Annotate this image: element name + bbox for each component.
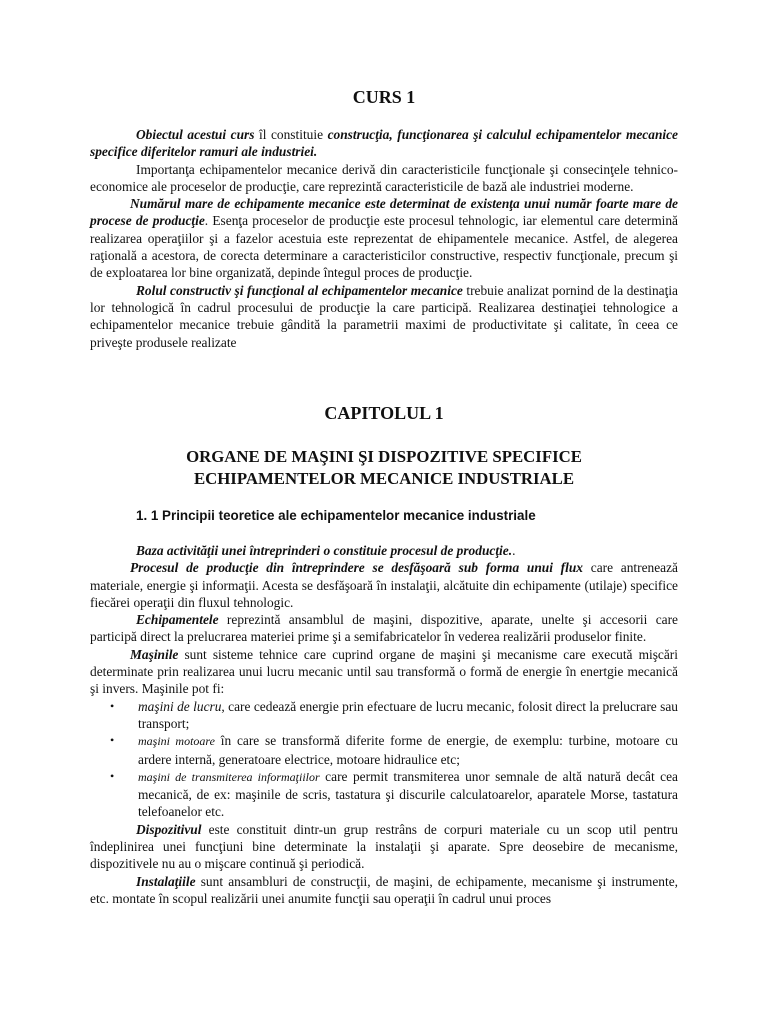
list-item-text: în care se transformă diferite forme de energie, de exemplu: turbine, motoare cu ardere internă, generatoare electrice, motoare hidraulice etc; [138,733,678,767]
body-emphasis-3: Echipamentele [136,612,219,628]
chapter-title-line-2: ECHIPAMENTELOR MECANICE INDUSTRIALE [193,469,575,488]
intro-text-1: îl constituie [254,127,328,142]
list-item [90,732,678,768]
bullet-icon: • [110,733,115,748]
body-emphasis-4: Maşinile [130,646,179,662]
body-emphasis-1: Baza activităţii unei întreprinderi o constituie procesul de producţie. [136,543,513,558]
intro-text-4: trebuie analizat pornind de la destinaţia lor tehnologică în cadrul procesului de producţie la care participă. Realizarea destinaţiei tehnologice a echipamentelor mecanice trebuie gândită la parametrii maximi de productivitate şi calitate, în ceea ce priveşte produsele realizate [90,282,679,350]
body-section [90,542,678,907]
bullet-icon: • [110,698,115,713]
intro-text-3: . Esenţa proceselor de producţie este procesul tehnologic, iar elementul care determină realizarea operaţiilor şi a fazelor acestuia este reprezentat de ehipamentele mecanice. Astfel, de alegerea raţională a acestora, de corecta determinare a caracteristicilor constructive, respectiv funcţionale, precum şi de exploatarea lor bine organizată, depinde întegul proces de producţie. [90,213,678,281]
machine-types-list [90,698,678,821]
intro-emphasis-4: Rolul constructiv şi funcţional al echipamentelor mecanice [136,282,463,298]
course-title: CURS 1 [352,87,416,107]
intro-paragraph-2: Importanţa echipamentelor mecanice derivă din caracteristicile funcţionale şi consecinţele tehnico-economice ale proceselor de producţie, care reprezintă caracteristicile de bază ale industriei moderne. [90,161,678,194]
body-text-3: reprezintă ansamblul de maşini, dispozitive, aparate, unelte şi accesorii care participă direct la prelucrarea materiei prime şi a semifabricatelor în vederea realizării produselor finite. [90,612,678,645]
body-text-4: sunt sisteme tehnice care cuprind organe de maşini şi mecanisme care execută mişcări determinate prin realizarea unui lucru mecanic until sau transformă o formă de energie în enertgie mecanică şi invers. Maşinile pot fi: [90,646,678,697]
body-text-6: sunt ansambluri de construcţii, de maşini, de echipamente, mecanisme şi instrumente, etc. montate în scopul realizării unei anumite funcţii sau operaţii în cadrul unui proces [90,873,678,906]
body-paragraph-6 [90,873,678,908]
chapter-label: CAPITOLUL 1 [324,403,444,423]
body-text-5: este constituit dintr-un grup restrâns de corpuri materiale cu un scop util pentru îndeplinirea unei funcţiuni bine determinate la instalaţii şi aparate. Spre deosebire de mecanisme, dispozitivele nu au o mişcare continuă şi periodică. [90,821,678,872]
list-item-text: care permit transmiterea unor semnale de altă natură decât cea mecanică, de ex: maşinile de scris, tastatura şi discurile calculatoarelor, aparatele Morse, tastatura telefoanelor etc. [138,768,679,820]
body-paragraph-1 [90,542,678,559]
body-paragraph-3 [90,611,678,646]
bullet-icon: • [110,768,115,783]
intro-emphasis-2: construcţia, funcţionarea şi calculul echipamentelor mecanice specifice diferitelor ramuri ale industriei. [90,127,678,160]
list-item [90,768,678,821]
body-emphasis-6: Instalaţiile [136,873,196,889]
body-paragraph-2 [90,559,678,611]
list-item-text: , care cedează energie prin efectuare de lucru mecanic, folosit direct la prelucrare sau transport; [138,698,678,731]
intro-emphasis-3: Numărul mare de echipamente mecanice este determinat de existenţa unui număr foarte mare de procese de producţie [90,196,678,229]
body-emphasis-2: Procesul de producţie din întreprindere se desfăşoară sub forma unui flux [130,560,584,576]
section-heading: 1. 1 Principii teoretice ale echipamentelor mecanice industriale [136,508,536,523]
document-page [90,0,678,1024]
body-emphasis-5: Dispozitivul [136,821,202,837]
body-text-2: care antrenează materiale, energie şi informaţii. Acesta se desfăşoară în instalaţii, alcătuite din echipamente (utilaje) specifice fiecărei operaţii din fluxul tehnologic. [90,560,678,610]
body-paragraph-4 [90,646,678,698]
list-item-term: maşini motoare [138,734,215,749]
intro-paragraph-1 [90,126,678,161]
chapter-title-line-1: ORGANE DE MAŞINI ŞI DISPOZITIVE SPECIFICE [186,447,582,466]
intro-section [90,126,678,351]
list-item-term: maşini de transmiterea informaţiilor [138,769,320,784]
body-paragraph-5 [90,821,678,873]
list-item-term: maşini de lucru [138,698,222,714]
body-text-1: . [512,543,516,558]
intro-emphasis-1: Obiectul acestui curs [136,127,255,142]
list-item [90,698,678,733]
intro-paragraph-3 [90,195,678,281]
intro-paragraph-4 [90,282,678,351]
